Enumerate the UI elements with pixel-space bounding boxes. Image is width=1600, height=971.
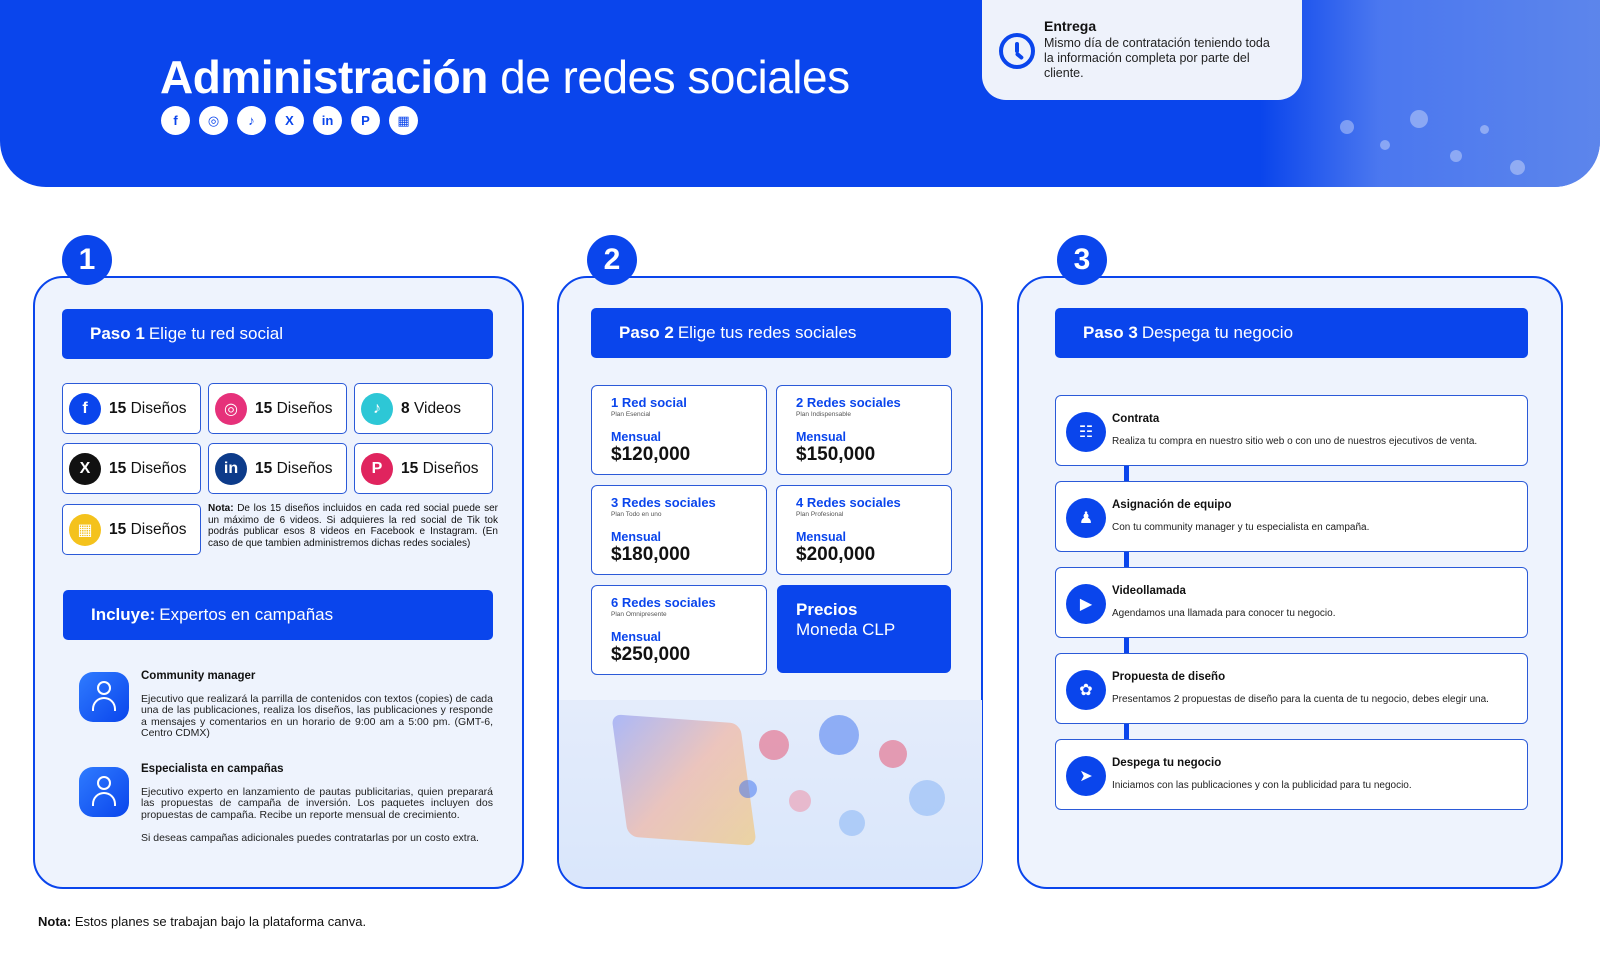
linkedin-icon: in [313,106,342,135]
team-icon: ♟ [1066,498,1106,538]
process-step-design: ✿ Propuesta de diseño Presentamos 2 propuestas de diseño para la cuenta de tu negocio, debes elegir una. [1055,653,1528,724]
pinterest-icon: P [361,453,393,485]
connector-line [1124,638,1129,654]
step1-header: Paso 1 Elige tu red social [62,309,493,359]
palette-icon: ✿ [1066,670,1106,710]
instagram-icon: ◎ [199,106,228,135]
delivery-box [982,0,1302,100]
tiktok-icon: ♪ [237,106,266,135]
x-icon: X [275,106,304,135]
connector-line [1124,724,1129,740]
page-title: Administración de redes sociales [160,51,850,103]
facebook-icon: f [69,393,101,425]
delivery-text: Mismo día de contratación teniendo toda la información completa por parte del cliente. [1044,36,1270,80]
tile-pinterest: P 15 Diseños [354,443,493,494]
connector-line [1124,466,1129,482]
tile-instagram: ◎ 15 Diseños [208,383,347,434]
plan-card[interactable]: 2 Redes sociales Plan Indispensable Mensual $150,000 [776,385,952,475]
campaign-specialist-icon [79,767,129,817]
tile-tiktok: ♪ 8 Videos [354,383,493,434]
video-call-icon: ▶ [1066,584,1106,624]
social-icons-row [161,106,418,135]
x-icon: X [69,453,101,485]
delivery-title: Entrega [1044,18,1097,34]
rocket-icon: ➤ [1066,756,1106,796]
connector-line [1124,552,1129,568]
plan-card[interactable]: 1 Red social Plan Esencial Mensual $120,000 [591,385,767,475]
plan-card[interactable]: 6 Redes sociales Plan Omnipresente Mensual $250,000 [591,585,767,675]
tile-google-business: ▦ 15 Diseños [62,504,201,555]
step3-header: Paso 3 Despega tu negocio [1055,308,1528,358]
tiktok-icon: ♪ [361,393,393,425]
step1-number: 1 [62,235,112,285]
social-media-illustration [559,700,982,887]
tile-x: X 15 Diseños [62,443,201,494]
process-step-contrata: ☷ Contrata Realiza tu compra en nuestro sitio web o con uno de nuestros ejecutivos de venta. [1055,395,1528,466]
linkedin-icon: in [215,453,247,485]
google-business-icon: ▦ [389,106,418,135]
step2-header: Paso 2 Elige tus redes sociales [591,308,951,358]
community-manager-icon [79,672,129,722]
prices-currency-box: Precios Moneda CLP [777,585,951,673]
clock-icon [999,33,1035,69]
instagram-icon: ◎ [215,393,247,425]
header-banner [0,0,1600,187]
pinterest-icon: P [351,106,380,135]
footer-note: Nota: Estos planes se trabajan bajo la plataforma canva. [38,914,367,929]
tile-facebook: f 15 Diseños [62,383,201,434]
step2-number: 2 [587,235,637,285]
header-photo [1260,0,1600,187]
step3-number: 3 [1057,235,1107,285]
step1-note: Nota: De los 15 diseños incluidos en cada red social puede ser un máximo de 6 videos. Si adquieres la red social de Tik tok podrás publicar esos 8 videos en Facebook e Instagram. (En caso de que tambien administremos dichas redes sociales) [208,503,498,549]
plan-card[interactable]: 3 Redes sociales Plan Todo en uno Mensual $180,000 [591,485,767,575]
process-step-launch: ➤ Despega tu negocio Iniciamos con las publicaciones y con la publicidad para tu negocio. [1055,739,1528,810]
facebook-icon: f [161,106,190,135]
community-manager-desc: Community manager Ejecutivo que realizará la parrilla de contenidos con textos (copies) de cada una de las publicaciones, realiza los diseños, las publicaciones y responde a mensajes y comentarios en un horario de 9:00 am a 5:00 pm. (GMT-6, Centro CDMX) [141,670,493,739]
process-step-team: ♟ Asignación de equipo Con tu community manager y tu especialista en campaña. [1055,481,1528,552]
includes-header: Incluye: Expertos en campañas [63,590,493,640]
google-business-icon: ▦ [69,514,101,546]
plan-card[interactable]: 4 Redes sociales Plan Profesional Mensual $200,000 [776,485,952,575]
campaign-specialist-desc: Especialista en campañas Ejecutivo experto en lanzamiento de pautas publicitarias, quien preparará las propuestas de campaña de inversión. Los paquetes incluyen dos propuestas de campaña. Recibe un reporte mensual de crecimiento. Si deseas campañas adicionales puedes contratarlas por un costo extra. [141,763,493,844]
process-step-videocall: ▶ Videollamada Agendamos una llamada para conocer tu negocio. [1055,567,1528,638]
cart-icon: ☷ [1066,412,1106,452]
tile-linkedin: in 15 Diseños [208,443,347,494]
